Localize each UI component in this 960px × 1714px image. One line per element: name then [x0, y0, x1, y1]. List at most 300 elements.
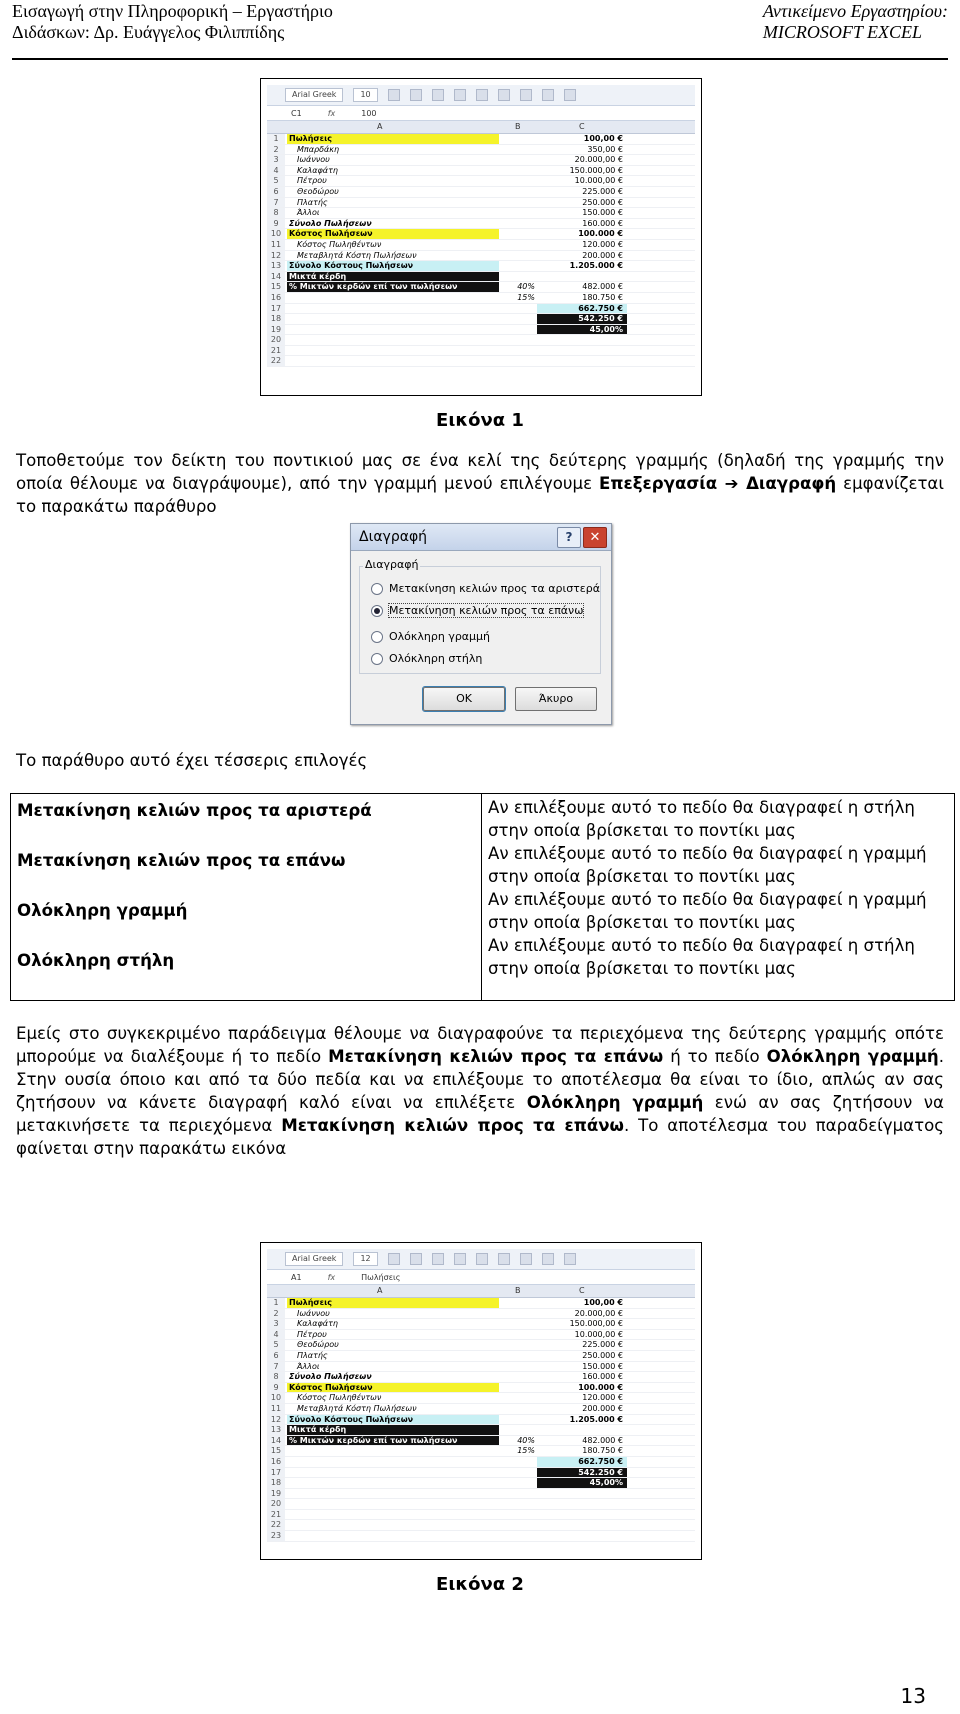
row-number[interactable]: 15: [267, 282, 285, 292]
cell-b[interactable]: [499, 356, 535, 366]
row-number[interactable]: 14: [267, 1436, 285, 1446]
cell-b[interactable]: [499, 155, 535, 165]
cell-b[interactable]: 15%: [517, 1446, 535, 1456]
cell-a[interactable]: Θεοδώρου: [297, 186, 339, 196]
cell-c[interactable]: 350,00 €: [587, 144, 623, 154]
cell-a[interactable]: [287, 356, 499, 366]
cell-a[interactable]: Κόστος Πωληθέντων: [297, 239, 382, 249]
cell-a[interactable]: [287, 1510, 499, 1520]
dialog-title: Διαγραφή: [359, 529, 428, 545]
sheet-row: [267, 145, 695, 156]
row-number[interactable]: 19: [267, 1489, 285, 1499]
option-description: Αν επιλέξουμε αυτό το πεδίο θα διαγραφεί η στήλη στην οποία βρίσκεται το ποντίκι μας: [488, 798, 915, 840]
figure-2-spreadsheet: [260, 1242, 702, 1560]
cell-a[interactable]: Μπαρδάκη: [297, 144, 340, 154]
column-header-c[interactable]: C: [579, 122, 585, 131]
cell-a[interactable]: [287, 314, 499, 324]
row-number[interactable]: 18: [267, 1478, 285, 1488]
cell-a[interactable]: [287, 1520, 499, 1530]
option-shift-left[interactable]: [371, 582, 600, 595]
column-header-b[interactable]: B: [515, 1286, 521, 1295]
underline-icon[interactable]: [432, 1253, 444, 1265]
option-label: Ολόκληρη στήλη: [389, 652, 483, 665]
row-number[interactable]: 21: [267, 1510, 285, 1520]
option-shift-up[interactable]: [371, 604, 583, 617]
cell-a[interactable]: [287, 304, 499, 314]
row-number[interactable]: 11: [267, 240, 285, 250]
row-number[interactable]: 6: [267, 187, 285, 197]
cell-c[interactable]: 180.750 €: [582, 292, 623, 302]
close-icon[interactable]: ✕: [583, 527, 607, 548]
cell-a[interactable]: Πέτρου: [297, 1329, 327, 1339]
figure-2-caption: Εικόνα 2: [436, 1574, 524, 1595]
cell-c[interactable]: 225.000 €: [582, 186, 623, 196]
cell-c[interactable]: 150.000,00 €: [569, 1319, 623, 1329]
header-right: [763, 1, 948, 43]
para3-text: . Το αποτέλεσμα του παραδείγματος φαίνεται στην παρακάτω εικόνα: [16, 1116, 944, 1158]
cell-b[interactable]: [499, 176, 535, 186]
align-center-icon[interactable]: [476, 1253, 488, 1265]
row-number[interactable]: 11: [267, 1404, 285, 1414]
radio-icon[interactable]: [371, 631, 383, 643]
cell-b[interactable]: [499, 1383, 535, 1393]
cell-a[interactable]: Πλατής: [297, 197, 328, 207]
row-number[interactable]: 20: [267, 335, 285, 345]
underline-icon[interactable]: [432, 89, 444, 101]
sheet-row: [267, 1425, 695, 1436]
row-number[interactable]: 12: [267, 1415, 285, 1425]
percent-icon[interactable]: [564, 89, 576, 101]
cell-c[interactable]: [537, 272, 627, 282]
row-number[interactable]: 20: [267, 1499, 285, 1509]
help-icon[interactable]: ?: [557, 527, 581, 548]
sheet-row: [267, 346, 695, 357]
column-header-c[interactable]: C: [579, 1286, 585, 1295]
cell-b[interactable]: [499, 198, 535, 208]
cell-b[interactable]: [499, 325, 535, 335]
cell-c[interactable]: 250.000 €: [582, 1350, 623, 1360]
instructor: Διδάσκων: Δρ. Ευάγγελος Φιλιππίδης: [12, 22, 285, 42]
font-selector[interactable]: Arial Greek: [285, 88, 343, 102]
cell-a[interactable]: Πλατής: [297, 1350, 328, 1360]
cell-a[interactable]: Πέτρου: [297, 176, 327, 186]
cell-c[interactable]: 662.750 €: [537, 1457, 627, 1467]
radio-selected-icon[interactable]: [371, 605, 383, 617]
fx-icon: fx: [327, 108, 336, 118]
sheet-row: [267, 134, 695, 145]
option-name: Μετακίνηση κελιών προς τα αριστερά: [17, 801, 372, 820]
name-box[interactable]: C1: [291, 108, 302, 118]
cell-b[interactable]: [499, 1298, 535, 1308]
percent-icon[interactable]: [564, 1253, 576, 1265]
sheet-row: [267, 240, 695, 251]
row-number[interactable]: 10: [267, 229, 285, 239]
cell-b[interactable]: [499, 1531, 535, 1541]
sheet-row: [267, 251, 695, 262]
cell-b[interactable]: [499, 1520, 535, 1530]
row-number[interactable]: 2: [267, 1309, 285, 1319]
cell-a[interactable]: [287, 1457, 499, 1467]
column-header-b[interactable]: B: [515, 122, 521, 131]
cell-c[interactable]: 120.000 €: [582, 239, 623, 249]
cell-a[interactable]: Κόστος Πωλήσεων: [287, 1383, 499, 1393]
group-label: Διαγραφή: [365, 558, 419, 571]
excel-window: [267, 1249, 695, 1553]
cell-b[interactable]: [499, 187, 535, 197]
cell-b[interactable]: 40%: [517, 282, 535, 292]
row-number[interactable]: 21: [267, 346, 285, 356]
cell-c[interactable]: [537, 1510, 627, 1520]
column-header-a[interactable]: A: [377, 122, 383, 131]
row-number[interactable]: 1: [267, 134, 285, 144]
bold-icon[interactable]: [388, 89, 400, 101]
row-number[interactable]: 17: [267, 304, 285, 314]
row-number[interactable]: 18: [267, 314, 285, 324]
sheet-row: [267, 261, 695, 272]
cell-b[interactable]: [499, 314, 535, 324]
cell-c[interactable]: 250.000 €: [582, 197, 623, 207]
currency-icon[interactable]: [542, 1253, 554, 1265]
cell-a[interactable]: [287, 1468, 499, 1478]
sheet-row: [267, 1531, 695, 1542]
sheet-row: [267, 335, 695, 346]
paragraph-explanation: [16, 1022, 944, 1160]
sheet-row: [267, 314, 695, 325]
cell-c[interactable]: [537, 346, 627, 356]
sheet-row: [267, 1372, 695, 1383]
cell-c[interactable]: 150.000 €: [582, 208, 623, 218]
cell-a[interactable]: Μικτά κέρδη: [287, 272, 499, 282]
sheet-row: [267, 176, 695, 187]
cell-a[interactable]: [287, 1478, 499, 1488]
cell-c[interactable]: 45,00%: [537, 325, 627, 335]
cell-a[interactable]: Μεταβλητά Κόστη Πωλήσεων: [297, 1403, 417, 1413]
align-right-icon[interactable]: [498, 89, 510, 101]
cell-a[interactable]: [287, 1531, 499, 1541]
cell-a[interactable]: Κόστος Πωλήσεων: [287, 229, 499, 239]
cell-c[interactable]: 100.000 €: [578, 1382, 623, 1392]
lab-subject-label: Αντικείμενο Εργαστηρίου:: [762, 1, 948, 21]
italic-icon[interactable]: [410, 89, 422, 101]
figure-1-caption: Εικόνα 1: [436, 410, 524, 431]
cell-c[interactable]: 20.000,00 €: [574, 1308, 623, 1318]
cell-a[interactable]: Καλαφάτη: [297, 1319, 338, 1329]
cell-a[interactable]: Άλλοι: [297, 1361, 320, 1371]
sheet-row: [267, 1319, 695, 1330]
cell-c[interactable]: [537, 1425, 627, 1435]
row-number[interactable]: 14: [267, 272, 285, 282]
cell-b[interactable]: 40%: [517, 1435, 535, 1445]
lab-subject: MICROSOFT EXCEL: [762, 22, 923, 42]
cell-b[interactable]: [499, 1393, 535, 1403]
size-selector[interactable]: 10: [353, 88, 377, 102]
sheet-row: [267, 1436, 695, 1447]
cell-b[interactable]: [499, 272, 535, 282]
row-number[interactable]: 1: [267, 1298, 285, 1308]
row-number[interactable]: 10: [267, 1393, 285, 1403]
cell-a[interactable]: [287, 1489, 499, 1499]
cell-c[interactable]: 200.000 €: [582, 1403, 623, 1413]
cell-a[interactable]: Σύνολο Κόστους Πωλήσεων: [287, 1415, 499, 1425]
merge-icon[interactable]: [520, 1253, 532, 1265]
cell-c[interactable]: 200.000 €: [582, 250, 623, 260]
row-number[interactable]: 5: [267, 1340, 285, 1350]
row-number[interactable]: 19: [267, 325, 285, 335]
cell-c[interactable]: 120.000 €: [582, 1393, 623, 1403]
align-center-icon[interactable]: [476, 89, 488, 101]
cell-b[interactable]: [499, 1510, 535, 1520]
paragraph-options-intro: Το παράθυρο αυτό έχει τέσσερις επιλογές: [16, 751, 368, 770]
cell-b[interactable]: [499, 1425, 535, 1435]
cell-c[interactable]: [537, 335, 627, 345]
sheet-row: [267, 229, 695, 240]
cell-a[interactable]: [287, 293, 499, 303]
ok-button[interactable]: OK: [423, 687, 505, 711]
cell-c[interactable]: 542.250 €: [537, 1468, 627, 1478]
sheet-row: [267, 1362, 695, 1373]
row-number[interactable]: 7: [267, 1362, 285, 1372]
formatting-toolbar: [267, 85, 695, 106]
row-number[interactable]: 6: [267, 1351, 285, 1361]
cell-b[interactable]: [499, 1404, 535, 1414]
para3-bold: Ολόκληρη γραμμή: [766, 1047, 939, 1066]
cell-a[interactable]: % Μικτών κερδών επί των πωλήσεων: [287, 1436, 499, 1446]
cell-b[interactable]: [499, 1309, 535, 1319]
cell-b[interactable]: [499, 1468, 535, 1478]
font-selector[interactable]: Arial Greek: [285, 1252, 343, 1266]
column-header-a[interactable]: A: [377, 1286, 383, 1295]
cell-a[interactable]: [287, 346, 499, 356]
cell-b[interactable]: [499, 1372, 535, 1382]
row-number[interactable]: 9: [267, 219, 285, 229]
cell-b[interactable]: [499, 1478, 535, 1488]
row-number[interactable]: 8: [267, 1372, 285, 1382]
cell-b[interactable]: [499, 134, 535, 144]
sheet-row: [267, 1415, 695, 1426]
cell-c[interactable]: 45,00%: [537, 1478, 627, 1488]
option-name: Ολόκληρη στήλη: [17, 951, 175, 970]
currency-icon[interactable]: [542, 89, 554, 101]
cell-a[interactable]: Ιωάννου: [297, 155, 330, 165]
menu-edit: Επεξεργασία: [599, 474, 718, 493]
formatting-toolbar: [267, 1249, 695, 1270]
cell-c[interactable]: [537, 1499, 627, 1509]
formula-bar: [267, 1270, 695, 1285]
row-number[interactable]: 4: [267, 1330, 285, 1340]
para3-text: . Στην ουσία όποιο και από τα δύο πεδία και να επιλέξουμε το αποτέλεσμα θα είναι το ίδιο, απλώς αν σας ζητήσουν να κάνετε διαγραφή καλό είναι να επιλέξετε: [16, 1047, 945, 1112]
option-entire-row[interactable]: [371, 630, 490, 643]
para3-text: Εμείς στο συγκεκριμένο παράδειγμα θέλουμε να διαγραφούνε τα περιεχόμενα της δεύτερης γραμμής οπότε μπορούμε να διαλέξουμε ή το πεδίο: [16, 1024, 944, 1066]
cell-a[interactable]: [287, 335, 499, 345]
cell-a[interactable]: Ιωάννου: [297, 1308, 330, 1318]
sheet-row: [267, 272, 695, 283]
cell-c[interactable]: 100.000 €: [578, 229, 623, 239]
cell-c[interactable]: 150.000 €: [582, 1361, 623, 1371]
formula-input[interactable]: 100: [361, 108, 377, 118]
row-number[interactable]: 5: [267, 176, 285, 186]
merge-icon[interactable]: [520, 89, 532, 101]
formula-input[interactable]: Πωλήσεις: [361, 1272, 401, 1282]
cell-c[interactable]: [537, 1531, 627, 1541]
row-number[interactable]: 3: [267, 155, 285, 165]
sheet-row: [267, 1510, 695, 1521]
row-number[interactable]: 12: [267, 251, 285, 261]
cell-c[interactable]: 662.750 €: [537, 304, 627, 314]
cell-a[interactable]: Καλαφάτη: [297, 165, 338, 175]
radio-icon[interactable]: [371, 583, 383, 595]
cell-b[interactable]: 15%: [517, 292, 535, 302]
cell-a[interactable]: Πωλήσεις: [287, 134, 499, 144]
row-number[interactable]: 22: [267, 356, 285, 366]
cell-c[interactable]: 20.000,00 €: [574, 155, 623, 165]
cell-b[interactable]: [499, 346, 535, 356]
cell-a[interactable]: % Μικτών κερδών επί των πωλήσεων: [287, 282, 499, 292]
cell-c[interactable]: 542.250 €: [537, 314, 627, 324]
options-table: [10, 793, 955, 1001]
row-number[interactable]: 16: [267, 1457, 285, 1467]
cell-b[interactable]: [499, 208, 535, 218]
para1-text-2: εμφανίζεται το παρακάτω παράθυρο: [16, 474, 944, 516]
cell-c[interactable]: 180.750 €: [582, 1446, 623, 1456]
cell-b[interactable]: [499, 229, 535, 239]
sheet-row: [267, 1457, 695, 1468]
cell-c[interactable]: 100,00 €: [583, 1298, 623, 1307]
name-box[interactable]: A1: [291, 1272, 302, 1282]
cell-a[interactable]: Σύνολο Κόστους Πωλήσεων: [287, 261, 499, 271]
column-headers: [267, 1285, 695, 1298]
figure-1-spreadsheet: [260, 78, 702, 396]
cell-a[interactable]: Μεταβλητά Κόστη Πωλήσεων: [297, 250, 417, 260]
align-left-icon[interactable]: [454, 89, 466, 101]
sheet-row: [267, 1489, 695, 1500]
cell-c[interactable]: 160.000 €: [582, 218, 623, 228]
row-number[interactable]: 9: [267, 1383, 285, 1393]
cell-b[interactable]: [499, 261, 535, 271]
align-left-icon[interactable]: [454, 1253, 466, 1265]
cell-a[interactable]: [287, 325, 499, 335]
cell-c[interactable]: [537, 1489, 627, 1499]
cell-b[interactable]: [499, 1489, 535, 1499]
cell-c[interactable]: 10.000,00 €: [574, 1329, 623, 1339]
cell-a[interactable]: Σύνολο Πωλήσεων: [289, 1372, 372, 1382]
cell-c[interactable]: 10.000,00 €: [574, 176, 623, 186]
cell-c[interactable]: [537, 356, 627, 366]
cell-b[interactable]: [499, 1330, 535, 1340]
option-entire-column[interactable]: [371, 652, 482, 665]
row-number[interactable]: 4: [267, 166, 285, 176]
sheet-row: [267, 304, 695, 315]
cell-b[interactable]: [499, 335, 535, 345]
row-number[interactable]: 17: [267, 1468, 285, 1478]
sheet-row: [267, 1351, 695, 1362]
cell-b[interactable]: [499, 1362, 535, 1372]
cell-b[interactable]: [499, 1415, 535, 1425]
para3-text: ή το πεδίο: [663, 1047, 767, 1066]
row-number[interactable]: 16: [267, 293, 285, 303]
dialog-titlebar: [351, 524, 611, 551]
cell-b[interactable]: [499, 251, 535, 261]
cell-a[interactable]: [287, 1446, 499, 1456]
table-row: [11, 794, 955, 1001]
cell-b[interactable]: [499, 1351, 535, 1361]
option-label: Ολόκληρη γραμμή: [389, 630, 491, 643]
bold-icon[interactable]: [388, 1253, 400, 1265]
row-number[interactable]: 8: [267, 208, 285, 218]
radio-icon[interactable]: [371, 653, 383, 665]
cell-c[interactable]: 482.000 €: [582, 1435, 623, 1445]
cell-b[interactable]: [499, 240, 535, 250]
arrow-icon: ➔: [717, 474, 747, 493]
italic-icon[interactable]: [410, 1253, 422, 1265]
row-number[interactable]: 13: [267, 1425, 285, 1435]
cell-grid: [267, 1298, 695, 1542]
cell-b[interactable]: [499, 145, 535, 155]
row-number[interactable]: 3: [267, 1319, 285, 1329]
sheet-row: [267, 155, 695, 166]
cell-c[interactable]: [537, 1520, 627, 1530]
row-number[interactable]: 7: [267, 198, 285, 208]
sheet-row: [267, 1468, 695, 1479]
page-header: [12, 0, 948, 60]
cell-c[interactable]: 225.000 €: [582, 1340, 623, 1350]
sheet-row: [267, 1446, 695, 1457]
cell-b[interactable]: [499, 1319, 535, 1329]
cell-c[interactable]: 100,00 €: [583, 134, 623, 143]
cell-c[interactable]: 160.000 €: [582, 1372, 623, 1382]
delete-dialog: [350, 523, 612, 725]
cell-b[interactable]: [499, 1457, 535, 1467]
row-number[interactable]: 22: [267, 1520, 285, 1530]
align-right-icon[interactable]: [498, 1253, 510, 1265]
sheet-row: [267, 208, 695, 219]
cell-a[interactable]: Μικτά κέρδη: [287, 1425, 499, 1435]
sheet-row: [267, 1520, 695, 1531]
sheet-row: [267, 1393, 695, 1404]
row-number[interactable]: 23: [267, 1531, 285, 1541]
cell-b[interactable]: [499, 219, 535, 229]
paragraph-intro: [16, 449, 944, 518]
cell-c[interactable]: 1.205.000 €: [569, 261, 623, 271]
cancel-button[interactable]: Άκυρο: [515, 687, 597, 711]
cell-c[interactable]: 150.000,00 €: [569, 165, 623, 175]
option-description: Αν επιλέξουμε αυτό το πεδίο θα διαγραφεί η γραμμή στην οποία βρίσκεται το ποντίκι μας: [488, 844, 927, 886]
option-name: Ολόκληρη γραμμή: [17, 901, 188, 920]
cell-a[interactable]: Θεοδώρου: [297, 1340, 339, 1350]
cell-a[interactable]: Πωλήσεις: [287, 1298, 499, 1308]
cell-c[interactable]: 1.205.000 €: [569, 1414, 623, 1424]
cell-b[interactable]: [499, 1499, 535, 1509]
para1-text-1: Τοποθετούμε τον δείκτη του ποντικιού μας σε ένα κελί της δεύτερης γραμμής (δηλαδή της γραμμής την οποία θέλουμε να διαγράψουμε), από την γραμμή μενού επιλέγουμε: [16, 451, 944, 493]
row-number[interactable]: 13: [267, 261, 285, 271]
cell-a[interactable]: Κόστος Πωληθέντων: [297, 1393, 382, 1403]
cell-b[interactable]: [499, 1340, 535, 1350]
option-name: Μετακίνηση κελιών προς τα επάνω: [17, 851, 346, 870]
para3-bold: Ολόκληρη γραμμή: [526, 1093, 704, 1112]
cell-a[interactable]: Άλλοι: [297, 208, 320, 218]
cell-b[interactable]: [499, 166, 535, 176]
size-selector[interactable]: 12: [353, 1252, 377, 1266]
row-number[interactable]: 15: [267, 1446, 285, 1456]
option-label: Μετακίνηση κελιών προς τα αριστερά: [389, 582, 600, 595]
cell-a[interactable]: Σύνολο Πωλήσεων: [289, 218, 372, 228]
cell-b[interactable]: [499, 304, 535, 314]
sheet-row: [267, 325, 695, 336]
para3-bold: Μετακίνηση κελιών προς τα επάνω: [281, 1116, 624, 1135]
excel-window: [267, 85, 695, 389]
cell-c[interactable]: 482.000 €: [582, 282, 623, 292]
cell-a[interactable]: [287, 1499, 499, 1509]
row-number[interactable]: 2: [267, 145, 285, 155]
